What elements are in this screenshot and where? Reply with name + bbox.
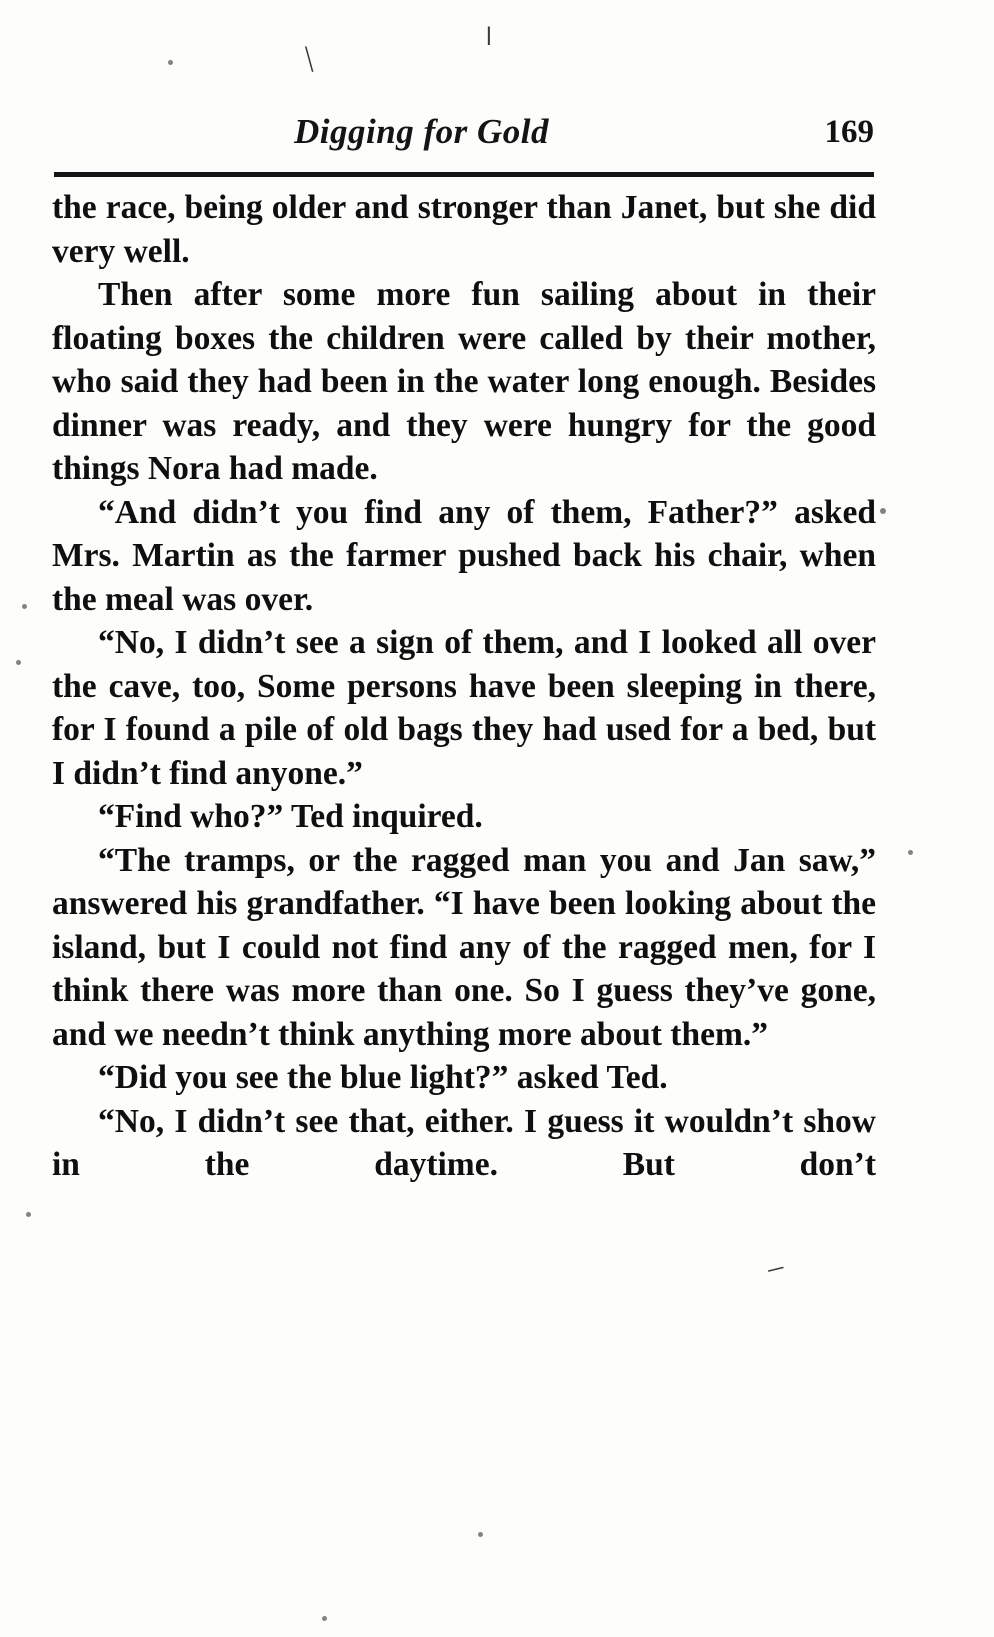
paragraph: Then after some more fun sailing about in their floating boxes the children were called by their mother, who said they had been in the water long enough. Besides dinner was ready, and they were hungry for the good things Nora had made. <box>52 276 876 487</box>
paragraph: the race, being older and stronger than Janet, but she did very well. <box>52 189 876 270</box>
scan-speck <box>22 604 27 609</box>
page-header <box>54 112 874 164</box>
scan-speck <box>322 1616 327 1621</box>
scan-speck <box>26 1212 31 1217</box>
paragraph: “Find who?” Ted inquired. <box>98 798 483 835</box>
paragraph: “The tramps, or the ragged man you and Jan saw,” answered his grandfather. “I have been looking about the island, but I could not find any of the ragged men, for I think there was more than one. So I guess they’ve gone, and we needn’t think anything more about them.” <box>52 841 876 1053</box>
slash-tick-mark: ╲ <box>300 47 318 73</box>
scan-speck <box>168 60 173 65</box>
scan-speck <box>880 508 886 514</box>
paragraph: “Did you see the blue light?” asked Ted. <box>98 1059 668 1096</box>
scan-speck <box>16 660 21 665</box>
scan-speck <box>908 850 913 855</box>
running-head-title: Digging for Gold <box>294 112 549 151</box>
scan-speck <box>478 1532 483 1537</box>
body-text <box>52 186 876 1230</box>
paragraph: “And didn’t you find any of them, Father?” asked Mrs. Martin as the farmer pushed back his chair, when the meal was over. <box>52 493 876 618</box>
header-rule <box>54 172 874 177</box>
page-number: 169 <box>824 114 874 150</box>
top-tick-mark: ǀ <box>486 22 492 51</box>
dash-tick-mark: ─ <box>765 1254 787 1283</box>
paragraph: “No, I didn’t see that, either. I guess it wouldn’t show in the daytime. But don’t <box>52 1102 876 1183</box>
paragraph: “No, I didn’t see a sign of them, and I looked all over the cave, too, Some persons have been sleeping in there, for I found a pile of old bags they had used for a bed, but I didn’t find anyone.” <box>52 624 876 792</box>
